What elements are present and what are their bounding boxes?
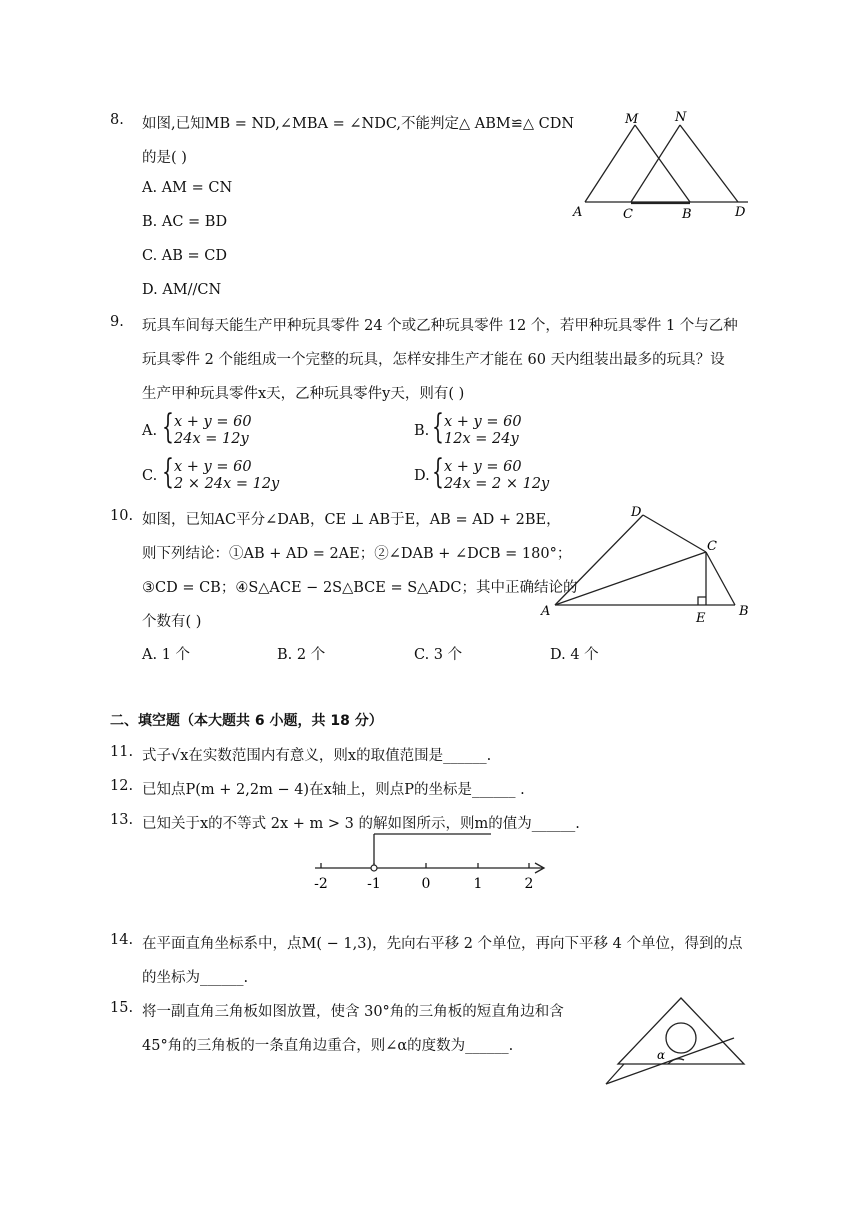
q8-label-c: C (623, 207, 633, 222)
q14-stem-line1: 在平面直角坐标系中，点M( − 1,3)，先向右平移 2 个单位，再向下平移 4 个单位，得到的点 (142, 936, 743, 952)
section2-title: 二、填空题（本大题共 6 小题，共 18 分） (110, 713, 383, 729)
q11-text: 式子√x在实数范围内有意义，则x的取值范围是______. (142, 748, 492, 764)
q13-tick-label: 2 (524, 876, 534, 892)
q15-stem-line1: 将一副直角三角板如图放置，使含 30°角的三角板的短直角边和含 (142, 1004, 564, 1020)
q10-stem-line1: 如图，已知AC平分∠DAB，CE ⊥ AB于E，AB = AD + 2BE， (142, 512, 561, 528)
q9-stem-line2: 玩具零件 2 个能组成一个完整的玩具，怎样安排生产才能在 60 天内组装出最多的玩具？设 (142, 352, 725, 368)
q9-c-eq2: 2 × 24x = 12y (174, 476, 280, 492)
q9-b-eq2: 12x = 24y (444, 431, 519, 447)
q10-option-b: B. 2 个 (277, 647, 326, 663)
q9-stem-line3: 生产甲种玩具零件x天，乙种玩具零件y天，则有( ) (142, 386, 465, 402)
q13-tick-label: 0 (421, 876, 431, 892)
brace-icon: { (162, 452, 174, 492)
q10-stem-line3: ③CD = CB；④S△ACE − 2S△BCE = S△ADC；其中正确结论的 (142, 580, 578, 596)
q8-label-n: N (675, 110, 687, 125)
q14-number: 14. (110, 932, 134, 948)
q9-stem-line1: 玩具车间每天能生产甲种玩具零件 24 个或乙种玩具零件 12 个，若甲种玩具零件 1 个与乙种 (142, 318, 738, 334)
q9-d-eq1: x + y = 60 (444, 459, 522, 475)
q8-label-m: M (625, 112, 639, 127)
q10-stem-line2: 则下列结论：①AB + AD = 2AE；②∠DAB + ∠DCB = 180°； (142, 546, 572, 562)
q9-d-eq2: 24x = 2 × 12y (444, 476, 550, 492)
q9-option-d-label: D. (414, 468, 430, 484)
q8-option-c: C. AB = CD (142, 248, 228, 264)
q13-number-line (305, 830, 555, 895)
q8-option-d: D. AM//CN (142, 282, 222, 298)
q12-text: 已知点P(m + 2,2m − 4)在x轴上，则点P的坐标是______ . (142, 782, 525, 798)
q15-set-squares-figure (598, 990, 758, 1095)
brace-icon: { (162, 407, 174, 447)
q10-label-d: D (631, 505, 642, 520)
q9-option-c-label: C. (142, 468, 158, 484)
q10-label-c: C (707, 539, 717, 554)
q10-label-e: E (696, 611, 706, 626)
q10-label-a: A (541, 604, 551, 619)
q9-option-a-label: A. (142, 423, 158, 439)
q13-text: 已知关于x的不等式 2x + m > 3 的解如图所示，则m的值为______. (142, 816, 580, 832)
q11-number: 11. (110, 744, 134, 760)
q14-stem-line2: 的坐标为______. (142, 970, 249, 986)
q10-number: 10. (110, 508, 134, 524)
q9-number: 9. (110, 314, 124, 330)
q8-triangles-figure (565, 105, 765, 230)
brace-icon: { (432, 452, 444, 492)
q10-option-d: D. 4 个 (550, 647, 599, 663)
q13-number: 13. (110, 812, 134, 828)
q10-label-b: B (739, 604, 749, 619)
q8-option-b: B. AC = BD (142, 214, 228, 230)
q9-a-eq2: 24x = 12y (174, 431, 249, 447)
q8-label-b: B (682, 207, 692, 222)
q9-a-eq1: x + y = 60 (174, 414, 252, 430)
q13-tick-label: -2 (314, 876, 328, 892)
q10-stem-line4: 个数有( ) (142, 614, 202, 630)
q15-stem-line2: 45°角的三角板的一条直角边重合，则∠α的度数为______. (142, 1038, 514, 1054)
q8-number: 8. (110, 112, 124, 128)
q13-tick-label: -1 (367, 876, 381, 892)
q12-number: 12. (110, 778, 134, 794)
q8-label-a: A (573, 205, 583, 220)
q10-option-c: C. 3 个 (414, 647, 463, 663)
q8-stem-line2: 的是( ) (142, 150, 187, 166)
open-circle-icon (371, 865, 377, 871)
brace-icon: { (432, 407, 444, 447)
q9-b-eq1: x + y = 60 (444, 414, 522, 430)
q8-stem-line1: 如图,已知MB = ND,∠MBA = ∠NDC,不能判定△ ABM≌△ CDN (142, 116, 575, 132)
q8-option-a: A. AM = CN (142, 180, 233, 196)
q10-option-a: A. 1 个 (142, 647, 191, 663)
q15-number: 15. (110, 1000, 134, 1016)
q9-c-eq1: x + y = 60 (174, 459, 252, 475)
q10-bisector-figure (535, 500, 760, 630)
q9-option-b-label: B. (414, 423, 430, 439)
q15-label-alpha: α (657, 1048, 666, 1062)
q13-tick-label: 1 (473, 876, 483, 892)
q8-label-d: D (735, 205, 746, 220)
